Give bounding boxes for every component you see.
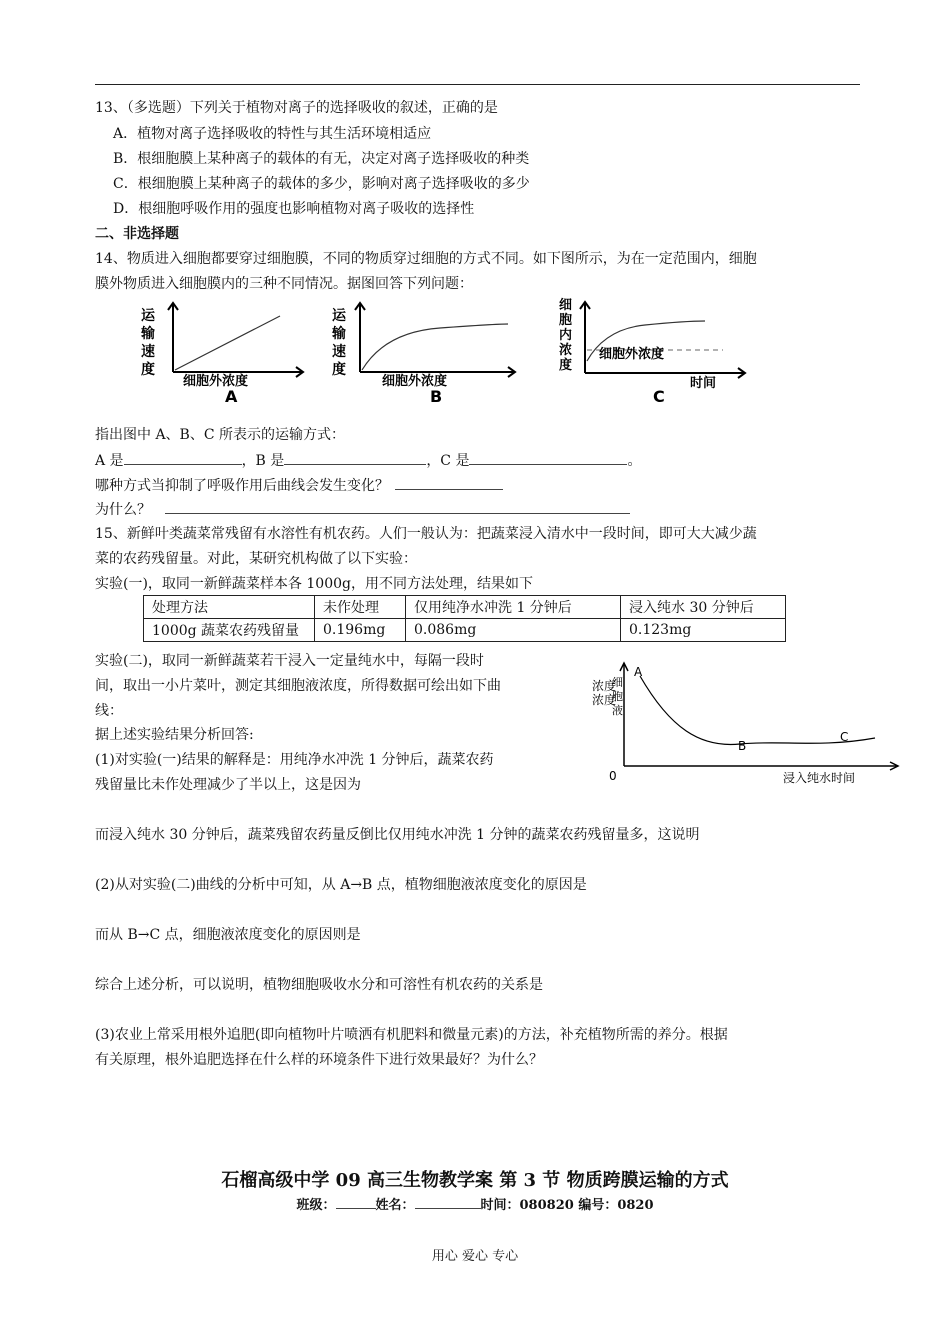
curve-xlabel: 浸入纯水时间: [783, 771, 856, 785]
q14-prompt: 指出图中 A、B、C 所表示的运输方式：: [95, 427, 346, 443]
graph-c-ylabel-1: 细: [559, 298, 573, 313]
footer-time-label: 时间：080820 编号：0820: [480, 1198, 654, 1213]
answer-a-blank[interactable]: [124, 450, 242, 465]
q15-stem-line2: 菜的农药残留量。对此，某研究机构做了以下实验：: [95, 551, 417, 567]
graph-b-ylabel-1: 运: [332, 308, 346, 324]
q15-p1-line2: 残留量比未作处理减少了半以上，这是因为: [95, 777, 361, 793]
graph-c-ylabel-2: 胞: [559, 313, 573, 328]
q15-stem-line1: 15、新鲜叶类蔬菜常残留有水溶性有机农药。人们一般认为：把蔬菜浸入清水中一段时间，即可大大减少蔬: [95, 526, 757, 542]
which-blank[interactable]: [395, 475, 503, 490]
q14-answer-row: [95, 450, 641, 471]
graph-a-letter: A: [225, 387, 238, 405]
section-title: 二、非选择题: [95, 226, 179, 242]
graph-a: [135, 300, 310, 405]
q14-answer-a-label: A 是: [95, 453, 124, 469]
curve-ylabel-c3: 液: [612, 704, 623, 717]
name-blank[interactable]: [415, 1196, 481, 1209]
graph-b-curve: [362, 324, 508, 370]
graph-a-line: [175, 316, 280, 370]
q15-p2-line2: 而从 B→C 点，细胞液浓度变化的原因则是: [95, 927, 361, 943]
graph-c-ylabel-5: 度: [559, 358, 573, 373]
q15-exp2-line2: 间，取出一小片菜叶，测定其细胞液浓度，所得数据可绘出如下曲: [95, 678, 501, 694]
graph-a-ylabel-4: 度: [141, 362, 155, 378]
footer-title: 石榴高级中学 09 高三生物教学案 第 3 节 物质跨膜运输的方式: [221, 1170, 729, 1191]
q13-option-d: D．根细胞呼吸作用的强度也影响植物对离子吸收的选择性: [113, 201, 475, 217]
q13-stem: 13、（多选题）下列关于植物对离子的选择吸收的叙述，正确的是: [95, 100, 498, 116]
graph-a-ylabel-2: 输: [141, 326, 155, 342]
curve-point-a: A: [634, 665, 643, 679]
answer-b-blank[interactable]: [284, 450, 426, 465]
q14-which: 哪种方式当抑制了呼吸作用后曲线会发生变化？: [95, 478, 389, 494]
graph-b-xlabel: 细胞外浓度: [382, 374, 448, 389]
curve-ylabel-c1: 细: [612, 676, 623, 689]
q15-exp2-line3: 线：: [95, 703, 123, 719]
curve-ylabel-a: 浓度: [592, 679, 617, 693]
footer-name-label: 姓名：: [375, 1198, 415, 1213]
curve-point-c: C: [840, 730, 849, 744]
graph-a-ylabel-1: 运: [141, 308, 155, 324]
graph-c-letter: C: [653, 387, 665, 405]
results-table: [143, 595, 786, 642]
curve-point-b: B: [738, 739, 747, 753]
q14-why-row: [95, 499, 630, 520]
q15-p2-line1: (2)从对实验(二)曲线的分析中可知，从 A→B 点，植物细胞液浓度变化的原因是: [95, 877, 587, 893]
graph-c-curve-label: 细胞外浓度: [599, 347, 665, 362]
graph-b-letter: B: [430, 387, 443, 405]
curve-origin: 0: [609, 769, 617, 783]
table-header-cell: 仅用纯净水冲洗 1 分钟后: [406, 596, 621, 619]
why-blank[interactable]: [165, 499, 630, 514]
table-row: [144, 619, 786, 642]
graph-c-ylabel-4: 浓: [559, 343, 573, 358]
table-header-cell: 处理方法: [144, 596, 315, 619]
q15-p3-line2: 有关原理，根外追肥选择在什么样的环境条件下进行效果最好？为什么？: [95, 1052, 543, 1068]
curve-ylabel-b: 浓度: [592, 693, 617, 707]
graph-b-ylabel-3: 速: [332, 344, 346, 360]
table-header-row: [144, 596, 786, 619]
q14-answer-end: 。: [627, 453, 642, 469]
q13-option-b: B．根细胞膜上某种离子的载体的有无，决定对离子选择吸收的种类: [113, 151, 530, 167]
q13-option-a: A．植物对离子选择吸收的特性与其生活环境相适应: [113, 126, 432, 142]
table-cell: 0.123mg: [621, 619, 786, 642]
footer-class-label: 班级：: [296, 1198, 336, 1213]
curve-ylabel-c2: 胞: [612, 690, 623, 703]
q14-answer-c-label: ，C 是: [426, 453, 470, 469]
graph-b: [330, 300, 520, 405]
graph-b-ylabel-2: 输: [332, 326, 346, 342]
q15-p1-line3: 而浸入纯水 30 分钟后，蔬菜残留农药量反倒比仅用纯水冲洗 1 分钟的蔬菜农药残留量多，这说明: [95, 827, 700, 843]
q14-stem-line1: 14、物质进入细胞都要穿过细胞膜，不同的物质穿过细胞的方式不同。如下图所示，为在一定范围内，细胞: [95, 251, 757, 267]
q13-option-c: C．根细胞膜上某种离子的载体的多少，影响对离子选择吸收的多少: [113, 176, 530, 192]
table-header-cell: 浸入纯水 30 分钟后: [621, 596, 786, 619]
q15-p3-line1: (3)农业上常采用根外追肥(即向植物叶片喷洒有机肥料和微量元素)的方法，补充植物所需的养分。根据: [95, 1027, 728, 1043]
q15-p1-line1: (1)对实验(一)结果的解释是：用纯净水冲洗 1 分钟后，蔬菜农药: [95, 752, 494, 768]
table-cell: 0.196mg: [315, 619, 406, 642]
q14-why: 为什么？: [95, 502, 151, 518]
class-blank[interactable]: [336, 1196, 376, 1209]
graph-b-ylabel-4: 度: [332, 362, 346, 378]
graph-c: [555, 295, 750, 405]
header-rule: [95, 84, 860, 85]
q15-exp2-line1: 实验(二)，取同一新鲜蔬菜若干浸入一定量纯水中，每隔一段时: [95, 653, 484, 669]
footer-motto: 用心 爱心 专心: [431, 1249, 519, 1264]
q14-which-row: [95, 475, 503, 496]
q15-exp1: 实验(一)，取同一新鲜蔬菜样本各 1000g，用不同方法处理，结果如下: [95, 576, 533, 592]
footer-info: [0, 1196, 950, 1216]
q14-answer-b-label: ，B 是: [241, 453, 285, 469]
answer-c-blank[interactable]: [469, 450, 627, 465]
table-cell: 1000g 蔬菜农药残留量: [144, 619, 315, 642]
graph-c-xlabel: 时间: [690, 376, 717, 391]
table-header-cell: 未作处理: [315, 596, 406, 619]
concentration-curve: [590, 658, 905, 793]
table-cell: 0.086mg: [406, 619, 621, 642]
q15-p2-line3: 综合上述分析，可以说明，植物细胞吸收水分和可溶性有机农药的关系是: [95, 977, 543, 993]
graph-a-xlabel: 细胞外浓度: [183, 374, 249, 389]
q15-analysis: 据上述实验结果分析回答:: [95, 727, 254, 743]
graph-a-ylabel-3: 速: [141, 344, 155, 360]
q14-stem-line2: 膜外物质进入细胞膜内的三种不同情况。据图回答下列问题：: [95, 276, 473, 292]
graph-c-ylabel-3: 内: [559, 328, 573, 343]
